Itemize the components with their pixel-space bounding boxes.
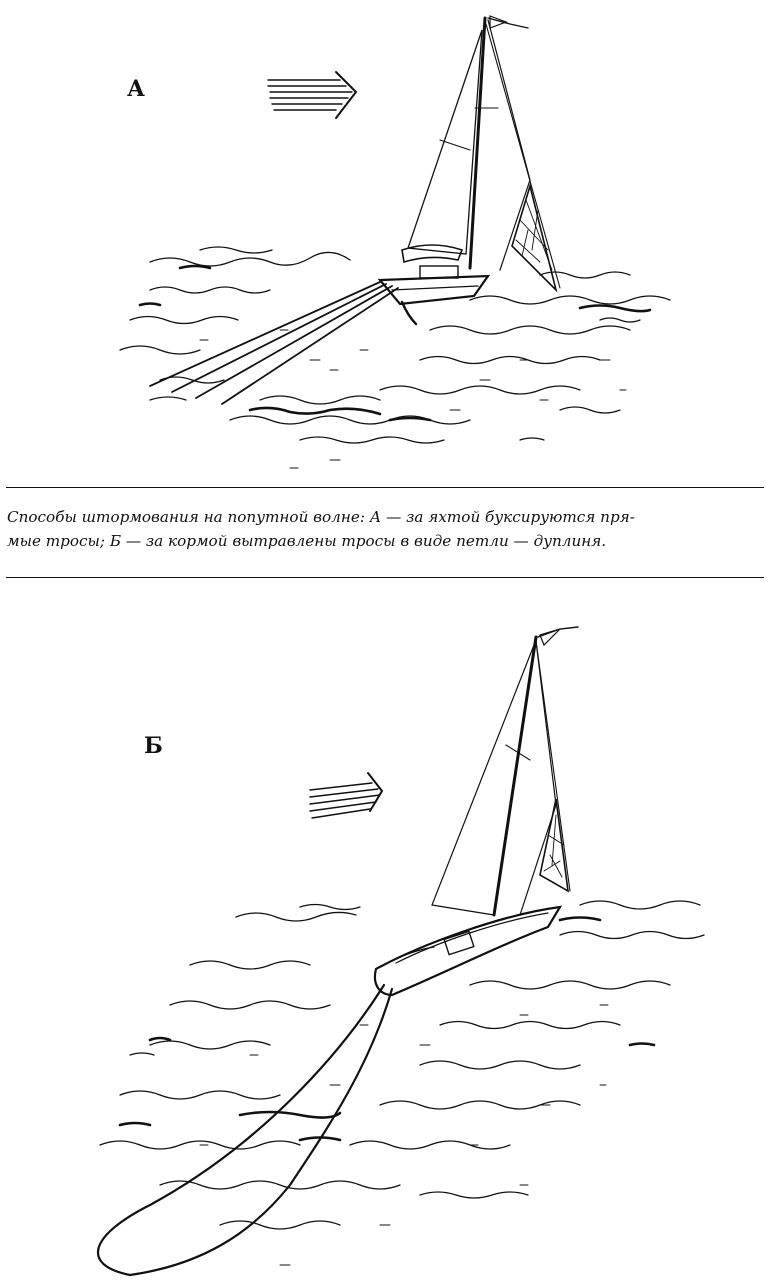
caption-rule-bottom	[6, 577, 764, 578]
towed-ropes-a	[150, 282, 398, 404]
yacht-b	[375, 627, 578, 995]
figure-a-straight-ropes	[0, 0, 773, 480]
sea-waves-a	[120, 247, 670, 443]
figure-a-label: А	[127, 76, 145, 102]
figure-b-loop-drogue	[0, 585, 773, 1284]
rope-loop-b	[98, 985, 392, 1275]
figure-b-drawing	[0, 585, 773, 1284]
figure-caption	[7, 505, 765, 553]
wind-arrow-a	[268, 72, 356, 118]
caption-line-1: Способы штормования на попутной волне: А — за яхтой буксируются пря-	[7, 508, 635, 526]
caption-line-2: мые тросы; Б — за кормой вытравлены тросы в виде петли — дуплиня.	[7, 532, 607, 550]
figure-b-label: Б	[144, 733, 163, 759]
caption-rule-top	[6, 487, 764, 488]
figure-a-drawing	[0, 0, 773, 480]
wave-shading-b	[120, 918, 654, 1141]
wind-arrow-b	[310, 773, 382, 818]
yacht-a	[380, 16, 560, 324]
